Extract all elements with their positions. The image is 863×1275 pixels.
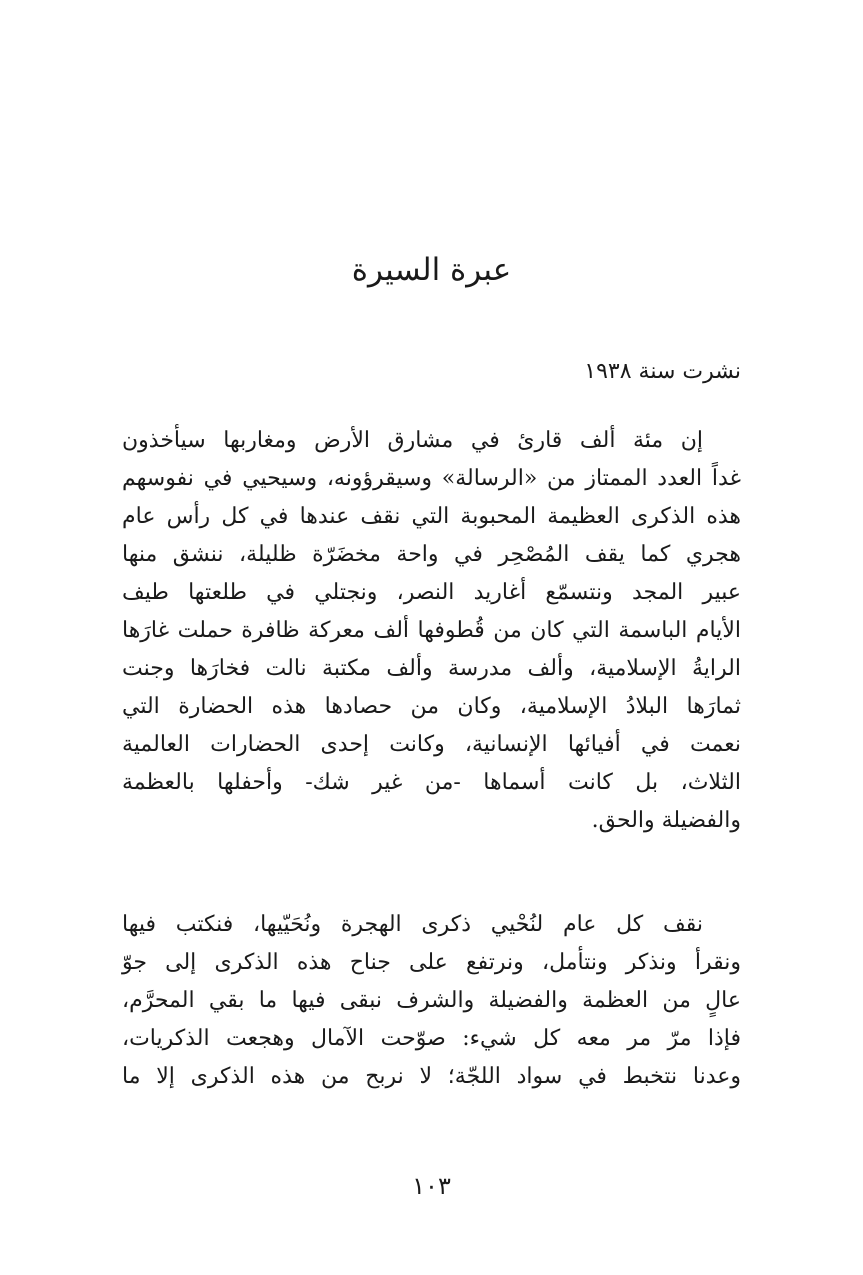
text-line: ونقرأ ونذكر ونتأمل، ونرتفع على جناح هذه الذكرى إلى جوّ [122,950,741,975]
text-line: الثلاث، بل كانت أسماها -من غير شك- وأحفلها بالعظمة [122,770,741,795]
text-line: الأيام الباسمة التي كان من قُطوفها ألف معركة ظافرة حملت غارَها [122,618,741,643]
text-line: عبير المجد ونتسمّع أغاريد النصر، ونجتلي في طلعتها طيف [122,580,741,605]
paragraph-2 [122,906,741,1096]
text-line: ثمارَها البلادُ الإسلامية، وكان من حصادها هذه الحضارة التي [122,694,741,719]
text-line: عالٍ من العظمة والفضيلة والشرف نبقى فيها ما بقي المحرَّم، [122,988,741,1013]
text-line: إن مئة ألف قارئ في مشارق الأرض ومغاربها سيأخذون [122,428,703,453]
page-number: ١٠٣ [412,1172,451,1200]
text-line: هذه الذكرى العظيمة المحبوبة التي نقف عندها في كل رأس عام [122,504,741,529]
text-line: غداً العدد الممتاز من «الرسالة» وسيقرؤونه، وسيحيي في نفوسهم [122,466,741,491]
text-line: والفضيلة والحق. [591,808,741,833]
text-line: الرايةُ الإسلامية، وألف مدرسة وألف مكتبة نالت فخارَها وجنت [122,656,741,681]
text-line: نقف كل عام لنُحْيي ذكرى الهجرة ونُحَيّيها، فنكتب فيها [122,912,703,937]
text-line: فإذا مرّ مر معه كل شيء: صوّحت الآمال وهجعت الذكريات، [122,1026,741,1051]
text-line: هجري كما يقف المُصْحِر في واحة مخضَرّة ظليلة، ننشق منها [122,542,741,567]
chapter-title: عبرة السيرة [351,252,512,288]
paragraph-1 [122,422,741,840]
text-line: وعدنا نتخبط في سواد اللجّة؛ لا نربح من هذه الذكرى إلا ما [122,1064,741,1089]
publication-note: نشرت سنة ١٩٣٨ [584,359,741,384]
text-line: نعمت في أفيائها الإنسانية، وكانت إحدى الحضارات العالمية [122,732,741,757]
